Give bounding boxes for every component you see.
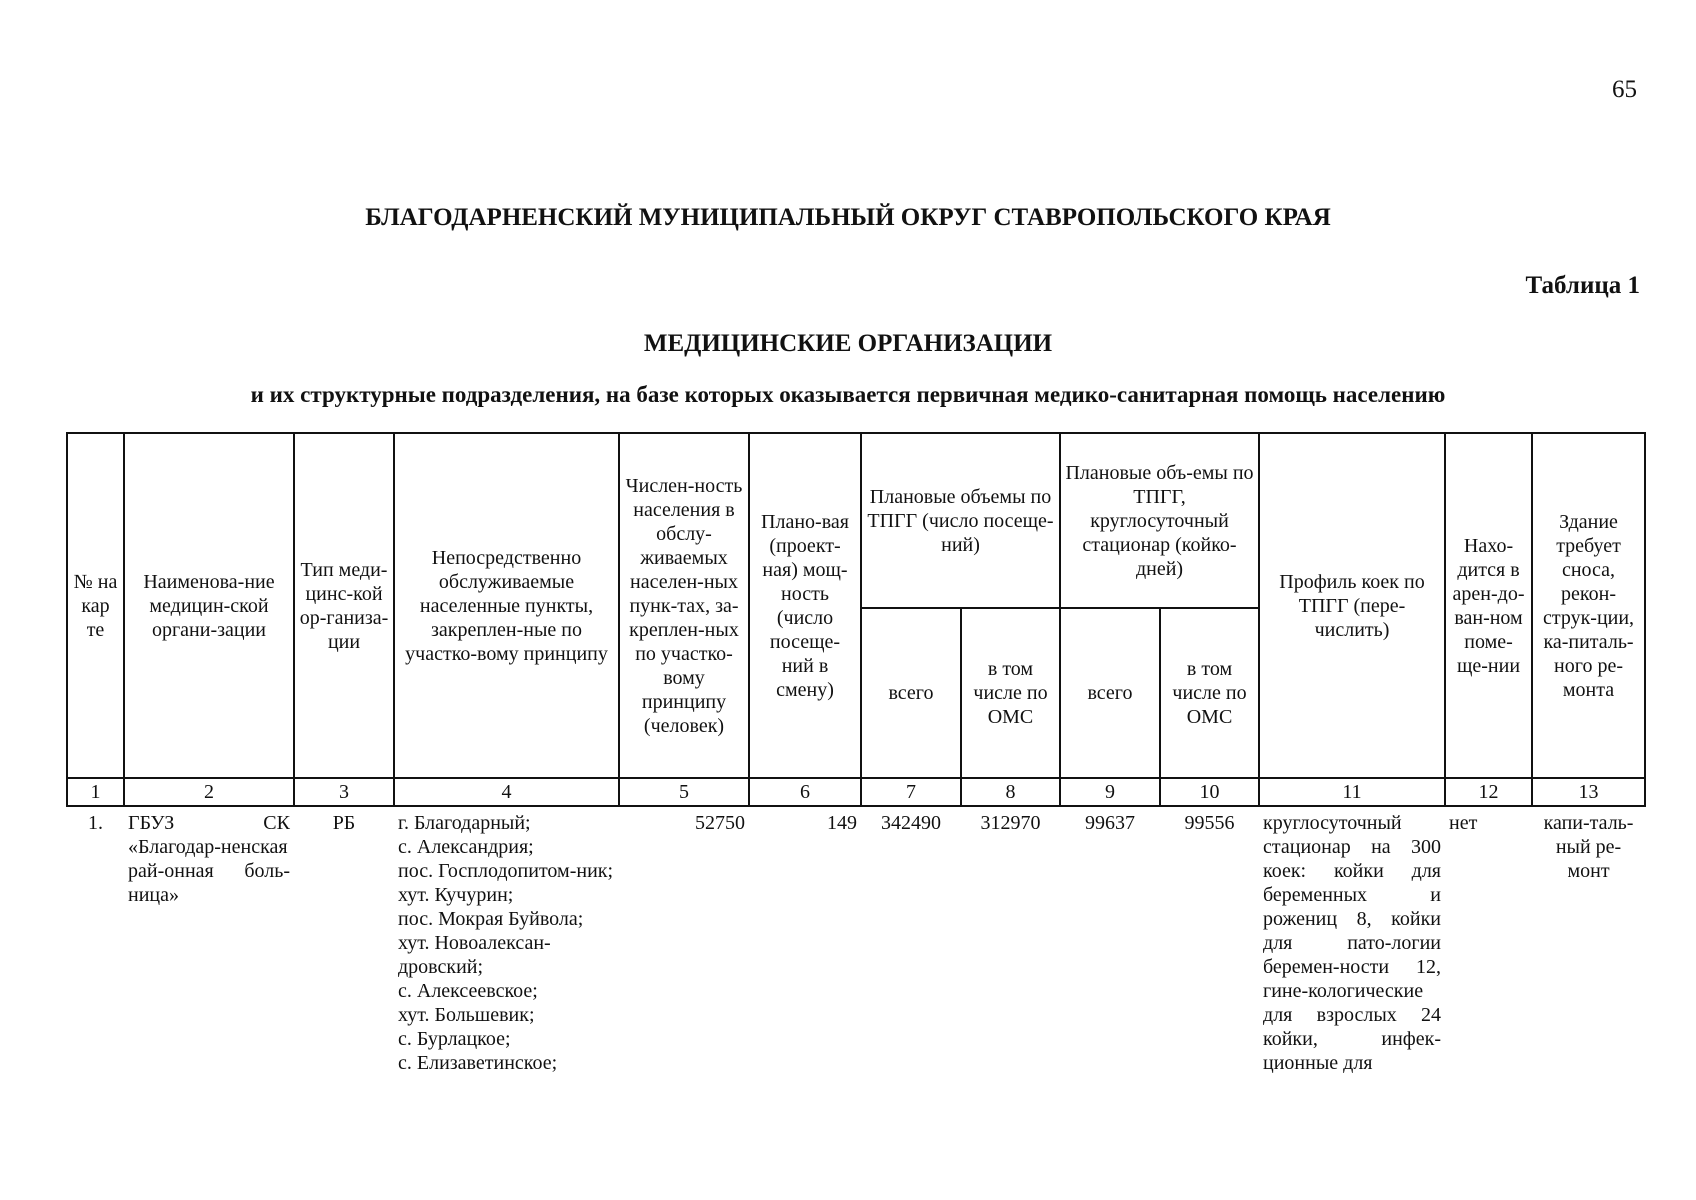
header-rented: Нахо-дится в арен-до-ван-ном поме-ще-нии: [1445, 433, 1532, 778]
column-number: 5: [619, 778, 749, 806]
repair-value: капи-таль-ный ре-монт: [1532, 806, 1645, 1076]
column-number: 2: [124, 778, 294, 806]
region-title: БЛАГОДАРНЕНСКИЙ МУНИЦИПАЛЬНЫЙ ОКРУГ СТАВРОПОЛЬСКОГО КРАЯ: [365, 204, 1331, 231]
header-org-name: Наименова-ние медицин-ской органи-зации: [124, 433, 294, 778]
header-beddays-group: Плановые объ-емы по ТПГГ, круглосуточный стационар (койко-дней): [1060, 433, 1259, 608]
org-type: РБ: [294, 806, 394, 1076]
column-number: 1: [67, 778, 124, 806]
column-number: 7: [861, 778, 961, 806]
header-visits-group: Плановые объемы по ТПГГ (число посеще-ний): [861, 433, 1060, 608]
table-subtitle: и их структурные подразделения, на базе которых оказывается первичная медико-санитарная помощь населению: [250, 382, 1446, 407]
header-visits-total: всего: [861, 608, 961, 778]
column-number: 6: [749, 778, 861, 806]
beddays-total-value: 99637: [1060, 806, 1160, 1076]
visits-total-value: 342490: [861, 806, 961, 1076]
header-number: № на кар те: [67, 433, 124, 778]
header-beddays-oms: в том числе по ОМС: [1160, 608, 1259, 778]
population-value: 52750: [619, 806, 749, 1076]
bed-profile-value: круглосуточный стационар на 300 коек: койки для беременных и рожениц 8, койки для пато-логии беремен-ности 12, гине-кологические для взрослых 24 койки, инфек-ционные для: [1259, 806, 1445, 1076]
settlement-item: пос. Госплодопитом-ник;: [398, 860, 614, 882]
header-bed-profile: Профиль коек по ТПГГ (пере-числить): [1259, 433, 1445, 778]
settlement-item: хут. Большевик;: [398, 1004, 535, 1026]
beddays-oms-value: 99556: [1160, 806, 1259, 1076]
column-number: 10: [1160, 778, 1259, 806]
column-number: 4: [394, 778, 619, 806]
org-name: ГБУЗ СК «Благодар-ненская рай-онная боль-ница»: [124, 806, 294, 1076]
column-number: 9: [1060, 778, 1160, 806]
table-row: [67, 806, 1645, 1076]
table-title: МЕДИЦИНСКИЕ ОРГАНИЗАЦИИ: [643, 330, 1053, 357]
settlements-list: [394, 806, 619, 1076]
header-org-type: Тип меди-цинс-кой ор-ганиза-ции: [294, 433, 394, 778]
page-number: 65: [1612, 76, 1637, 103]
header-repair: Здание требует сноса, рекон-струк-ции, ка-питаль-ного ре-монта: [1532, 433, 1645, 778]
column-number: 8: [961, 778, 1060, 806]
settlement-item: с. Алексеевское;: [398, 980, 538, 1002]
row-number: 1.: [67, 806, 124, 1076]
header-population: Числен-ность населения в обслу-живаемых населен-ных пунк-тах, за-креплен-ных по участко-вому принципу (человек): [619, 433, 749, 778]
header-settlements: Непосредственно обслуживаемые населенные пункты, закреплен-ные по участко-вому принципу: [394, 433, 619, 778]
header-visits-oms: в том числе по ОМС: [961, 608, 1060, 778]
medical-organizations-table: [66, 432, 1646, 1076]
visits-oms-value: 312970: [961, 806, 1060, 1076]
column-number: 13: [1532, 778, 1645, 806]
settlement-item: хут. Кучурин;: [398, 884, 514, 906]
settlement-item: хут. Новоалексан-дровский;: [398, 932, 551, 978]
column-number: 11: [1259, 778, 1445, 806]
header-capacity: Плано-вая (проект-ная) мощ-ность (число посеще-ний в смену): [749, 433, 861, 778]
table-label: Таблица 1: [1525, 272, 1640, 299]
header-beddays-total: всего: [1060, 608, 1160, 778]
capacity-value: 149: [749, 806, 861, 1076]
settlement-item: с. Елизаветинское;: [398, 1052, 558, 1074]
settlement-item: с. Бурлацкое;: [398, 1028, 511, 1050]
column-number: 3: [294, 778, 394, 806]
settlement-item: с. Александрия;: [398, 836, 534, 858]
settlement-item: г. Благодарный;: [398, 812, 531, 834]
column-number: 12: [1445, 778, 1532, 806]
rented-value: нет: [1445, 806, 1532, 1076]
settlement-item: пос. Мокрая Буйвола;: [398, 908, 584, 930]
